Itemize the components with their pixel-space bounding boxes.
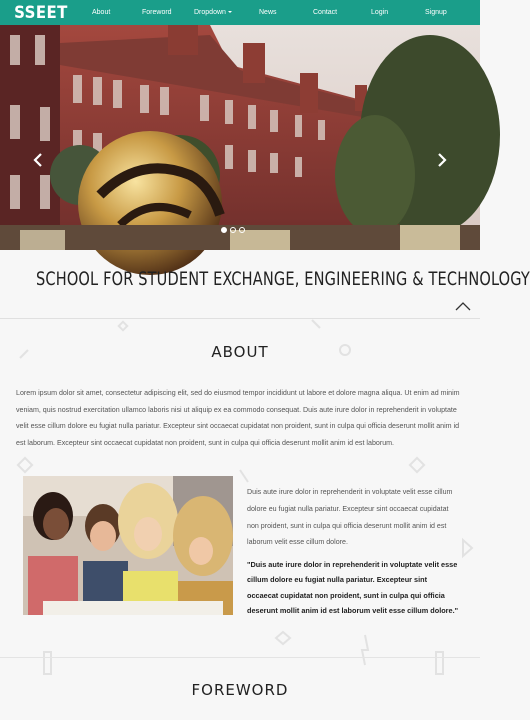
divider (0, 657, 480, 658)
nav-dropdown-label: Dropdown (194, 9, 226, 16)
chevron-up-icon (455, 302, 471, 311)
foreword-heading: FOREWORD (191, 681, 289, 699)
about-side-text: Duis aute irure dolor in reprehenderit in voluptate velit esse cillum dolore eu fugiat nulla pariatur. Excepteur sint occaecat cupidatat non proident, sunt in culpa qui officia deserunt mollit anim id est laborum velit esse cillum dolore. (247, 488, 453, 547)
chevron-left-icon (32, 153, 44, 167)
site-title: SCHOOL FOR STUDENT EXCHANGE, ENGINEERING & TECHNOLOGY (36, 268, 530, 290)
brand-logo[interactable]: SSEET (14, 2, 68, 23)
carousel-next-button[interactable] (436, 153, 448, 167)
carousel-prev-button[interactable] (32, 153, 44, 167)
nav-dropdown[interactable] (194, 9, 232, 16)
carousel-indicators (221, 227, 245, 233)
hero-carousel[interactable] (0, 25, 480, 250)
nav-news[interactable]: News (259, 9, 277, 16)
carousel-indicator-1[interactable] (221, 227, 227, 233)
students-photo (23, 476, 233, 615)
nav-login[interactable]: Login (371, 9, 389, 16)
divider (0, 318, 480, 319)
about-paragraph: Lorem ipsum dolor sit amet, consectetur adipiscing elit, sed do eiusmod tempor incididunt ut labore et dolore magna aliqua. Ut enim ad minim veniam, quis nostrud exercitation ullamco laboris nisi ut aliquip ex ea commodo consequat. Duis aute irure dolor in reprehenderit in voluptate velit esse cillum dolore eu fugiat nulla pariatur. Excepteur sint occaecat cupidatat non proident, sunt in culpa qui officia deserunt mollit anim id est laborum. Excepteur sint occaecat cupidatat non proident, sunt in culpa qui officia deserunt mollit anim id est laborum. (16, 389, 460, 447)
about-quote: "Duis aute irure dolor in reprehenderit in voluptate velit esse cillum dolore eu fugiat nulla pariatur. Excepteur sint occaecat cupidatat non proident, sunt in culpa qui officia deserunt mollit anim id est laborum velit esse cillum dolore." (247, 560, 459, 616)
top-navbar (0, 0, 480, 25)
nav-foreword[interactable]: Foreword (142, 9, 172, 16)
about-heading: ABOUT (211, 343, 269, 361)
carousel-indicator-3[interactable] (239, 227, 245, 233)
hero-image (0, 25, 480, 250)
caret-down-icon (228, 11, 232, 13)
carousel-indicator-2[interactable] (230, 227, 236, 233)
nav-contact[interactable]: Contact (313, 9, 338, 16)
students-image (23, 476, 233, 615)
nav-signup[interactable]: Signup (425, 9, 447, 16)
scroll-up-button[interactable] (455, 298, 471, 307)
nav-about[interactable]: About (92, 9, 111, 16)
chevron-right-icon (436, 153, 448, 167)
